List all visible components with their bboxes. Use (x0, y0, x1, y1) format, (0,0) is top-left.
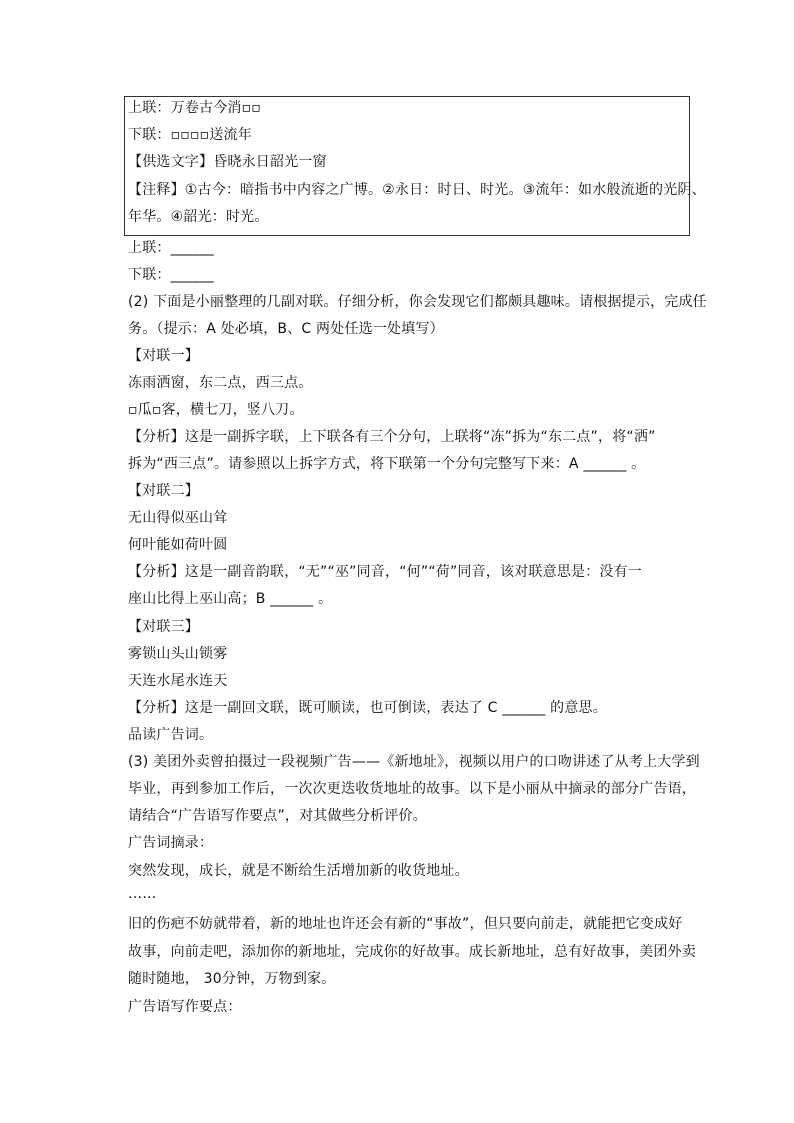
couplet-1-heading: 【对联一】 (128, 348, 199, 364)
excerpt-line-3: 故事，向前走吧，添加你的新地址，完成你的好故事。成长新地址，总有好故事，美团外卖 (128, 944, 696, 960)
excerpt-line-4: 随时随地， 30分钟，万物到家。 (128, 971, 336, 987)
q2-intro-line-1: (2) 下面是小丽整理的几副对联。仔细分析，你会发现它们都颇具趣味。请根据提示，完成任 (128, 294, 707, 310)
couplet-3-heading: 【对联三】 (128, 619, 199, 635)
writing-points-label: 广告语写作要点： (128, 999, 242, 1015)
q3-intro-line-1: (3) 美团外卖曾拍摄过一段视频广告——《新地址》，视频以用户的口吻讲述了从考上大学到 (128, 754, 700, 770)
section-title: 品读广告词。 (128, 727, 214, 743)
answer-upper: 上联：______ (128, 240, 214, 256)
couplet-2-line-2: 何叶能如荷叶圆 (128, 537, 228, 553)
couplet-1-analysis-2: 拆为“西三点”。请参照以上拆字方式，将下联第一个分句完整写下来：A ______ 。 (128, 456, 646, 472)
excerpt-label: 广告词摘录： (128, 835, 214, 851)
answer-lower: 下联：______ (128, 267, 214, 283)
box-options: 【供选文字】昏晓永日韶光一窗 (128, 154, 327, 170)
couplet-2-heading: 【对联二】 (128, 483, 199, 499)
couplet-1-line-2: ▫瓜▫客，横七刀，竖八刀。 (128, 402, 304, 418)
excerpt-line-1: 突然发现，成长，就是不断给生活增加新的收货地址。 (128, 863, 469, 879)
couplet-3-line-2: 天连水尾水连天 (128, 673, 228, 689)
couplet-1-analysis-1: 【分析】这是一副拆字联，上下联各有三个分句，上联将“冻”拆为“东二点”，将“洒” (128, 429, 656, 445)
excerpt-line-2: 旧的伤疤不妨就带着，新的地址也许还会有新的“事故”，但只要向前走，就能把它变成好 (128, 916, 683, 932)
couplet-2-analysis-1: 【分析】这是一副音韵联，“无”“巫”同音，“何”“荷”同音，该对联意思是：没有一 (128, 564, 643, 580)
q3-intro-line-2: 毕业，再到参加工作后，一次次更迭收货地址的故事。以下是小丽从中摘录的部分广告语， (128, 781, 696, 797)
box-upper-couplet: 上联：万卷古今消▫▫ (128, 100, 261, 116)
couplet-3-line-1: 雾锁山头山锁雾 (128, 646, 228, 662)
excerpt-ellipsis: …… (128, 886, 157, 902)
box-note-line-2: 年华。④韶光：时光。 (128, 209, 269, 225)
couplet-2-line-1: 无山得似巫山耸 (128, 510, 228, 526)
q3-intro-line-3: 请结合“广告语写作要点”，对其做些分析评价。 (128, 808, 427, 824)
q2-intro-line-2: 务。（提示：A 处必填，B、C 两处任选一处填写） (128, 321, 444, 337)
couplet-1-line-1: 冻雨洒窗，东二点，西三点。 (128, 375, 313, 391)
couplet-3-analysis: 【分析】这是一副回文联，既可顺读，也可倒读，表达了 C ______ 的意思。 (128, 700, 607, 716)
couplet-2-analysis-2: 座山比得上巫山高；B ______ 。 (128, 591, 333, 607)
box-note-line-1: 【注释】①古今：暗指书中内容之广博。②永日：时日、时光。③流年：如水般流逝的光阴、 (128, 182, 706, 198)
box-lower-couplet: 下联：▫▫▫▫送流年 (128, 127, 252, 143)
